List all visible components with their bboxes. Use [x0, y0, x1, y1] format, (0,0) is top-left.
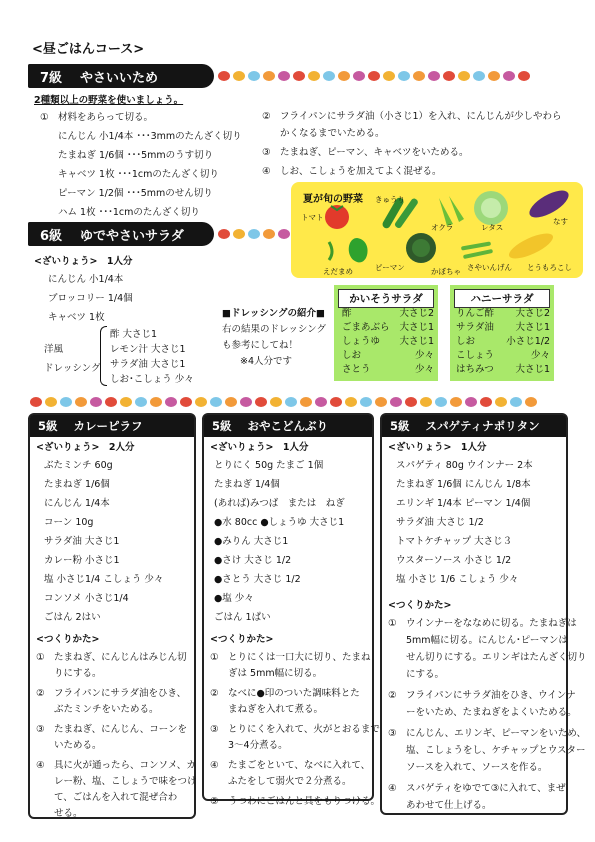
dressing-line: 酢 大さじ1 [110, 329, 158, 340]
dressing-items [110, 330, 194, 390]
step-line: ① ウインナーをななめに切る。たまねぎは [388, 618, 577, 629]
cooking-utensils-decoration [218, 228, 290, 240]
veg-label: なす [553, 217, 568, 226]
step-line: まねぎを入れて煮る。 [228, 704, 324, 715]
ingredient-line: ごはん 2はい [44, 612, 101, 623]
step-line: ④ たまごをといて、なべに入れて、 [210, 760, 371, 771]
panel-header [382, 415, 566, 437]
step-line: ② フライパンにサラダ油をひき、 [36, 688, 187, 699]
ingredient-line: サラダ油 大さじ 1/2 [396, 517, 484, 528]
sec6-ingredients [48, 275, 133, 332]
step-line: ① 材料をあらって切る。 [40, 112, 154, 123]
card-row [456, 365, 550, 379]
step-line: せる。 [54, 808, 83, 819]
step-line: 5mm幅に切る。にんじん･ピーマンは [406, 635, 568, 646]
ingredient-line: ごはん 1ぱい [214, 612, 271, 623]
step-line: ぶたミンチをいためる。 [54, 704, 159, 715]
ingredients-header: <ざいりょう> 1人分 [34, 256, 133, 267]
dressing-brace [100, 326, 107, 386]
section-bar-7 [28, 64, 214, 88]
recipe-name: ゆでやさいサラダ [80, 228, 184, 244]
item: しょうゆ [342, 336, 381, 347]
steps-list [210, 653, 380, 813]
item: はちみつ [456, 364, 494, 375]
step-line: いためる。 [54, 740, 102, 751]
step-line: かくなるまでいためる。 [280, 128, 385, 139]
veg-label: かぼちゃ [431, 267, 461, 276]
level-label: 6級 [40, 228, 63, 244]
step-line: ④ スパゲティをゆでて③に入れて、まぜ [388, 783, 566, 794]
step-line: ③ たまねぎ、にんじん、コーンを [36, 724, 188, 735]
item: しお [456, 336, 476, 347]
veg-label: さやいんげん [467, 263, 512, 272]
step-line: ③ とりにくを入れて、火がとおるまで [210, 724, 380, 735]
step-line: ② なべに●印のついた調味料とた [210, 688, 360, 699]
dressing-intro-line: ※4人分です [240, 356, 293, 367]
card-row [342, 323, 434, 337]
step-line: ② フライパンにサラダ油（小さじ1）を入れ、にんじんが少しやわら [262, 111, 562, 122]
step-line: レー粉、塩、こしょうで味をつけ [54, 776, 197, 787]
card-rows [456, 309, 550, 379]
ingredients-header: <ざいりょう> 1人分 [210, 442, 309, 453]
level-label: 5級 [390, 419, 410, 433]
step-line: せん切りにする。エリンギはたんざく切り [406, 652, 587, 663]
step-line: 塩、こしょうをし、ケチャップとウスター [406, 745, 586, 756]
ingredient-line: (あれば)みつば または ねぎ [214, 498, 345, 509]
recipe-name: カレーピラフ [73, 419, 143, 433]
card-row [456, 309, 550, 323]
step-line: ③ にんじん、エリンギ、ピーマンをいため、 [388, 728, 586, 739]
ingredients-header: <ざいりょう> 1人分 [388, 442, 487, 453]
amount: 大さじ1 [399, 336, 434, 347]
ingredients-list [396, 461, 533, 594]
card-title: かいそうサラダ [338, 289, 434, 308]
ingredient-line: ブロッコリー 1/4個 [48, 293, 133, 304]
sec7-steps-left [40, 113, 242, 227]
amount: 大さじ1 [515, 364, 550, 375]
ingredient-line: たまねぎ 1/6個 [44, 479, 110, 490]
step-line: ハム 1枚 ･･･1cmのたんざく切り [58, 207, 200, 218]
ingredients-list [214, 461, 345, 632]
card-rows [342, 309, 434, 379]
step-line: ピーマン 1/2個 ･･･5mmのせん切り [58, 188, 213, 199]
item: さとう [342, 364, 371, 375]
level-label: 5級 [38, 419, 58, 433]
step-line: ③ たまねぎ、ピーマン、キャベツをいためる。 [262, 147, 469, 158]
item: ごまあぶら [342, 322, 390, 333]
summer-vegetables-panel [291, 182, 583, 278]
veg-label: レタス [481, 223, 504, 232]
card-row [342, 351, 434, 365]
ingredient-line: コーン 10g [44, 517, 94, 528]
ingredient-line: たまねぎ 1/4個 [214, 479, 280, 490]
ingredient-line: カレー粉 小さじ1 [44, 555, 120, 566]
step-line: りにする。 [54, 668, 102, 679]
ingredient-line: ●水 80cc ●しょうゆ 大さじ1 [214, 517, 345, 528]
dressing-line: レモン汁 大さじ1 [110, 344, 186, 355]
step-line: ④ 具に火が通ったら、コンソメ、カ [36, 760, 196, 771]
dressing-line: しお･こしょう 少々 [110, 374, 194, 385]
ingredient-line: ●さけ 大さじ 1/2 [214, 555, 292, 566]
step-line: ② フライパンにサラダ油をひき、ウインナ [388, 690, 576, 701]
panel-header [30, 415, 194, 437]
step-line: ふたをして弱火で２分煮る。 [228, 776, 352, 787]
veg-panel-title: 夏が旬の野菜 [303, 194, 363, 205]
ingredient-line: トマトケチャップ 大さじ３ [396, 536, 513, 547]
amount: 小さじ1/2 [506, 336, 550, 347]
step-line: ぎは 5mm幅に切る。 [228, 668, 323, 679]
how-to-header: <つくりかた> [210, 634, 274, 645]
level-label: 7級 [40, 70, 63, 86]
amount: 大さじ2 [515, 308, 550, 319]
dressing-intro-line: も参考にしてね！ [222, 340, 299, 351]
section-note: 2種類以上の野菜を使いましょう。 [34, 95, 184, 106]
spaghetti-napolitan-panel [380, 413, 587, 815]
amount: 大さじ1 [515, 322, 550, 333]
ingredient-line: 塩 小さじ 1/6 こしょう 少々 [396, 574, 519, 585]
step-line: キャベツ 1枚 ･･･1cmのたんざく切り [58, 169, 219, 180]
dressing-line: サラダ油 大さじ1 [110, 359, 186, 370]
ingredient-line: ●塩 少々 [214, 593, 254, 604]
ingredient-line: 塩 小さじ1/4 こしょう 少々 [44, 574, 164, 585]
ingredient-line: ●さとう 大さじ 1/2 [214, 574, 301, 585]
card-row [456, 337, 550, 351]
veg-label: きゅうり [375, 195, 405, 204]
step-line: ① たまねぎ、にんじんはみじん切 [36, 652, 187, 663]
dressing-label: ドレッシング [44, 363, 101, 374]
card-title: ハニーサラダ [454, 289, 550, 308]
recipe-name: おやこどんぶり [247, 419, 329, 433]
item: しお [342, 350, 362, 361]
step-line: て、ごはんを入れて混ぜ合わ [54, 792, 178, 803]
dressing-label: 洋風 [44, 344, 64, 355]
veg-label: とうもろこし [527, 263, 572, 272]
how-to-header: <つくりかた> [36, 634, 100, 645]
ingredient-line: とりにく 50g たまご 1個 [214, 460, 324, 471]
how-to-header: <つくりかた> [388, 600, 452, 611]
cooking-utensils-decoration [30, 396, 537, 408]
ingredient-line: にんじん 1/4本 [44, 498, 110, 509]
ingredients-list [44, 461, 163, 632]
section-bar-6 [28, 222, 214, 246]
veg-label: えだまめ [323, 267, 353, 276]
step-line: 3〜4分煮る。 [228, 740, 288, 751]
veg-label: ピーマン [375, 263, 405, 272]
sec7-steps-right [262, 112, 562, 186]
step-line: ⑤ うつわにごはんと具をもりつける。 [210, 796, 381, 807]
amount: 大さじ2 [399, 308, 434, 319]
item: 酢 [342, 308, 352, 319]
recipe-name: やさいいため [80, 70, 159, 86]
panel-header [204, 415, 372, 437]
cooking-utensils-decoration [218, 70, 530, 82]
step-line: あわせて仕上げる。 [406, 800, 492, 811]
card-row [456, 351, 550, 365]
step-line: にんじん 小1/4本 ･･･3mmのたんざく切り [58, 131, 242, 142]
card-row [342, 365, 434, 379]
ingredient-line: ぶたミンチ 60g [44, 460, 113, 471]
amount: 少々 [414, 350, 434, 361]
card-row [342, 309, 434, 323]
steps-list [388, 619, 587, 818]
step-line: ーをいため、たまねぎをよくいためる。 [406, 707, 577, 718]
oyako-donburi-panel [202, 413, 381, 807]
dressing-intro-line: 右の結果のドレッシング [222, 324, 326, 335]
item: りんご酢 [456, 308, 495, 319]
ingredient-line: たまねぎ 1/6個 にんじん 1/8本 [396, 479, 531, 490]
recipe-name: スパゲティナポリタン [425, 419, 540, 433]
curry-pilaf-panel [28, 413, 196, 819]
step-line: たまねぎ 1/6個 ･･･5mmのうす切り [58, 150, 214, 161]
honey-salad-card [450, 285, 554, 381]
dressing-intro-title: ■ドレッシングの紹介■ [222, 308, 325, 319]
ingredient-line: サラダ油 大さじ1 [44, 536, 120, 547]
ingredient-line: エリンギ 1/4本 ピーマン 1/4個 [396, 498, 531, 509]
item: こしょう [456, 350, 495, 361]
ingredient-line: ●みりん 大さじ1 [214, 536, 289, 547]
ingredient-line: キャベツ 1枚 [48, 312, 105, 323]
steps-list [36, 653, 197, 825]
kaisou-salad-card [334, 285, 438, 381]
course-title: <昼ごはんコース> [32, 42, 145, 57]
card-row [342, 337, 434, 351]
item: サラダ油 [456, 322, 494, 333]
veg-label: トマト [301, 213, 324, 222]
step-line: ソースを入れて、ソースを作る。 [406, 762, 548, 773]
ingredient-line: スパゲティ 80g ウインナー 2本 [396, 460, 533, 471]
veg-label: オクラ [431, 223, 454, 232]
step-line: にする。 [406, 669, 445, 680]
ingredient-line: ウスターソース 小さじ 1/2 [396, 555, 512, 566]
step-line: ① とりにくは一口大に切り、たまね [210, 652, 371, 663]
ingredient-line: にんじん 小1/4本 [48, 274, 124, 285]
step-line: ④ しお、こしょうを加えてよく混ぜる。 [262, 166, 442, 177]
amount: 大さじ1 [399, 322, 434, 333]
amount: 少々 [414, 364, 434, 375]
ingredient-line: コンソメ 小さじ1/4 [44, 593, 129, 604]
amount: 少々 [530, 350, 550, 361]
card-row [456, 323, 550, 337]
ingredients-header: <ざいりょう> 2人分 [36, 442, 135, 453]
dressing-intro [222, 309, 326, 373]
level-label: 5級 [212, 419, 232, 433]
